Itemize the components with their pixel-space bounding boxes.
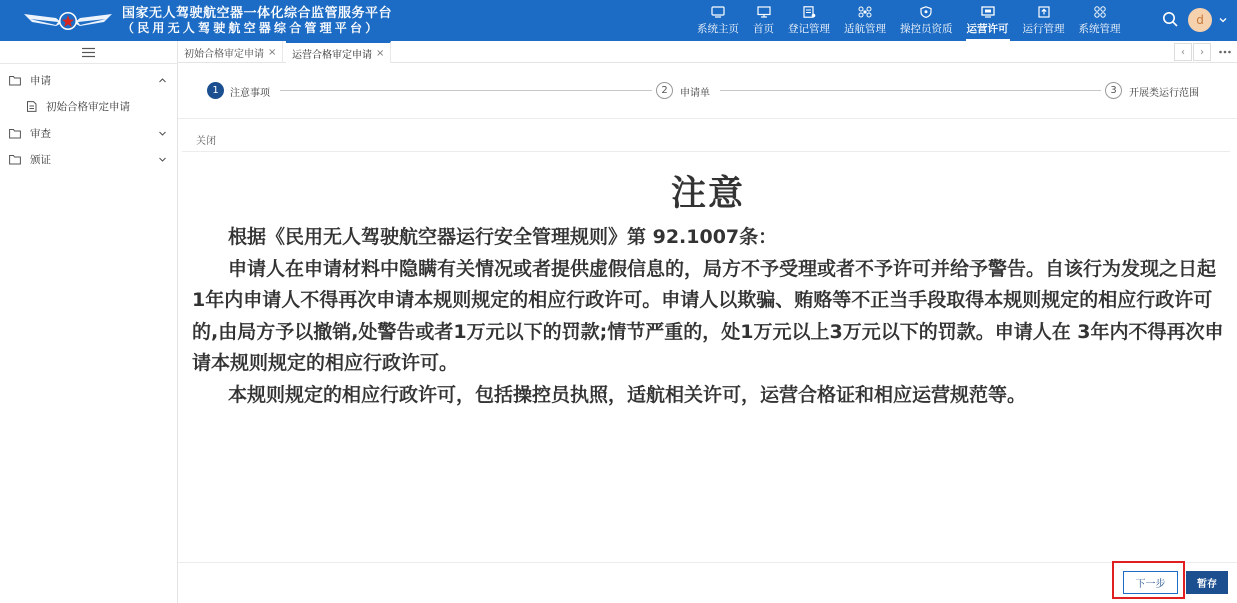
home-screen-icon	[711, 6, 725, 18]
footer-divider	[178, 562, 1237, 563]
notice-title: 注意	[670, 174, 745, 214]
more-options-icon[interactable]	[1218, 47, 1232, 57]
step-3-number: 3	[1105, 82, 1122, 99]
nav-label: 适航管理	[844, 22, 886, 35]
nav-label: 操控员资质	[900, 22, 953, 35]
nav-airworthiness-management[interactable]	[837, 0, 893, 41]
step-2-number: 2	[656, 82, 673, 99]
nav-register-management[interactable]	[781, 0, 837, 41]
step-progress	[178, 63, 1237, 118]
close-link[interactable]: 关闭	[196, 136, 216, 147]
chevron-down-icon	[158, 129, 167, 138]
tab-operation-certification[interactable]	[286, 41, 391, 63]
nav-operator-qualification[interactable]	[893, 0, 960, 41]
save-draft-button[interactable]: 暂存	[1186, 571, 1228, 594]
sidebar-item-review[interactable]	[0, 121, 177, 145]
nav-label: 运营许可	[966, 22, 1009, 35]
step-connector	[720, 90, 1101, 91]
tabs-bar	[178, 41, 1237, 63]
folder-icon	[9, 154, 21, 165]
nav-operation-license[interactable]	[960, 0, 1016, 41]
chevron-down-icon[interactable]	[1218, 15, 1228, 25]
nav-label: 系统管理	[1078, 22, 1121, 35]
sidebar-item-label: 初始合格审定申请	[46, 100, 130, 113]
notice-paragraph: 本规则规定的相应行政许可，包括操控员执照，适航相关许可，运营合格证和相应运营规范等。	[228, 383, 1027, 406]
notice-paragraph: 根据《民用无人驾驶航空器运行安全管理规则》第 92.1007条：	[228, 226, 778, 248]
step-2-label: 申请单	[680, 88, 710, 99]
close-icon[interactable]: ×	[268, 46, 277, 58]
chevron-down-icon	[158, 155, 167, 164]
nav-label: 系统主页	[697, 22, 739, 35]
sidebar	[0, 41, 178, 603]
steps-divider	[178, 118, 1237, 119]
nav-home[interactable]	[746, 0, 781, 41]
next-step-button[interactable]: 下一步	[1123, 571, 1178, 594]
folder-icon	[9, 75, 21, 86]
nav-system-management[interactable]	[1072, 0, 1128, 41]
sidebar-item-apply[interactable]	[0, 68, 177, 92]
document-icon	[26, 101, 38, 112]
notice-paragraph: 申请人在申请材料中隐瞒有关情况或者提供虚假信息的，局方不予受理或者不予许可并给予警告。自该行为发现之日起1年内申请人不得再次申请本规则规定的相应行政许可。申请人以欺骗、贿赂等不正当手段取得本规则规定的相应行政许可的,由局方予以撤销,处警告或者1万元以下的罚款;情节严重的，处1万元以上3万元以下的罚款。申请人在 3年内不得再次申请本规则规定的相应行政许可。	[192, 257, 1224, 374]
sidebar-item-label: 颁证	[30, 153, 51, 166]
tab-label: 初始合格审定申请	[184, 48, 264, 60]
settings-icon	[1093, 6, 1107, 18]
nav-system-home[interactable]	[690, 0, 746, 41]
shield-icon	[919, 6, 933, 18]
nav-operation-management[interactable]	[1016, 0, 1072, 41]
sidebar-divider	[0, 63, 178, 64]
step-3-label: 开展类运行范围	[1129, 88, 1199, 99]
license-icon	[981, 6, 995, 18]
top-header	[0, 0, 1237, 41]
register-icon	[802, 6, 816, 18]
step-connector	[280, 90, 652, 91]
nav-label: 运行管理	[1022, 22, 1065, 35]
user-avatar[interactable]: d	[1188, 8, 1212, 32]
top-nav	[690, 0, 1128, 41]
platform-brand	[122, 6, 392, 36]
tab-scroll-left-icon[interactable]: ‹	[1174, 43, 1192, 61]
folder-icon	[9, 128, 21, 139]
sidebar-item-initial-certification[interactable]	[0, 94, 177, 118]
step-1-label: 注意事项	[230, 88, 270, 99]
nav-label: 首页	[753, 22, 774, 35]
caac-wings-logo-icon	[22, 6, 114, 36]
menu-toggle-icon[interactable]	[82, 47, 95, 58]
platform-title: 国家无人驾驶航空器一体化综合监管服务平台	[122, 6, 393, 21]
upload-icon	[1037, 6, 1051, 18]
tab-scroll-right-icon[interactable]: ›	[1193, 43, 1211, 61]
chevron-up-icon	[158, 76, 167, 85]
drone-icon	[858, 6, 872, 18]
monitor-icon	[757, 6, 771, 18]
search-icon[interactable]	[1162, 11, 1179, 28]
tab-label: 运营合格审定申请	[292, 49, 372, 61]
sidebar-item-label: 审查	[30, 127, 51, 140]
tab-initial-certification[interactable]	[178, 41, 283, 63]
step-1-number: 1	[207, 82, 224, 99]
nav-label: 登记管理	[788, 22, 830, 35]
content-divider	[182, 151, 1230, 152]
platform-subtitle: （民用无人驾驶航空器综合管理平台）	[122, 21, 381, 35]
sidebar-item-label: 申请	[30, 74, 51, 87]
close-icon[interactable]: ×	[376, 47, 385, 59]
sidebar-item-certification-issue[interactable]	[0, 147, 177, 171]
notice-body	[192, 222, 1224, 411]
